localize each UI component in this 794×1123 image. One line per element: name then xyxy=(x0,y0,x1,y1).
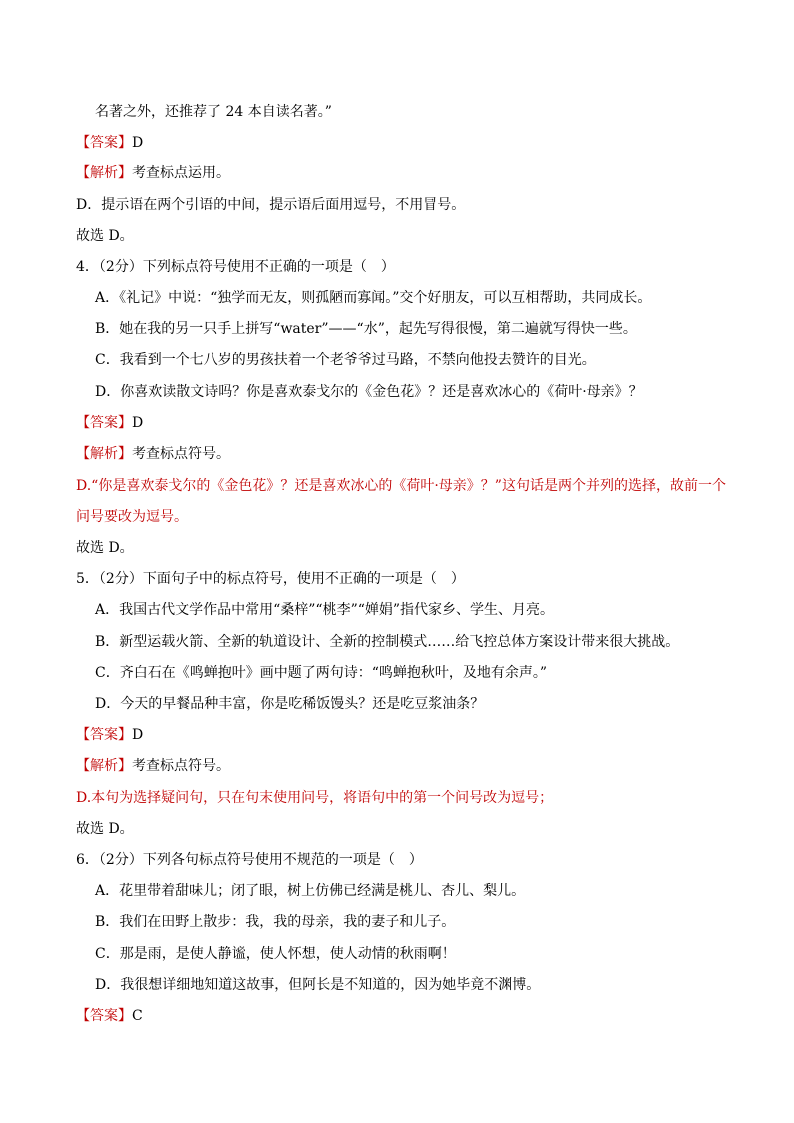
q6-option-b: B．我们在田野上散步：我，我的母亲，我的妻子和儿子。 xyxy=(95,914,456,930)
analysis-tag: 【解析】 xyxy=(76,758,132,774)
q6-answer-line xyxy=(76,1007,143,1025)
q3-analysis: 考查标点运用。 xyxy=(132,165,230,181)
q5-analysis: 考查标点符号。 xyxy=(132,758,230,774)
q5-option-c: C．齐白石在《鸣蝉抱叶》画中题了两句诗：“鸣蝉抱秋叶，及地有余声。” xyxy=(95,665,548,681)
q4-answer-line xyxy=(76,414,143,432)
q4-option-c: C．我看到一个七八岁的男孩扶着一个老爷爷过马路，不禁向他投去赞许的目光。 xyxy=(95,352,596,368)
continued-text: 名著之外，还推荐了 24 本自读名著。” xyxy=(95,104,332,120)
q5-conclusion: 故选 D。 xyxy=(76,821,134,837)
q3-conclusion: 故选 D。 xyxy=(76,228,134,244)
q5-option-a: A．我国古代文学作品中常用“桑梓”“桃李”“婵娟”指代家乡、学生、月亮。 xyxy=(95,602,555,618)
q5-answer-line xyxy=(76,726,143,744)
q3-answer: D xyxy=(132,135,144,151)
q5-answer: D xyxy=(132,727,144,743)
q3-answer-line xyxy=(76,134,143,152)
q5-question: 5．（2分）下面句子中的标点符号，使用不正确的一项是（ ） xyxy=(76,571,465,587)
q5-analysis-line xyxy=(76,757,230,775)
analysis-tag: 【解析】 xyxy=(76,446,132,462)
q3-explanation: D．提示语在两个引语的中间，提示语后面用逗号，不用冒号。 xyxy=(76,197,466,213)
q5-option-b: B．新型运载火箭、全新的轨道设计、全新的控制模式……给飞控总体方案设计带来很大挑战。 xyxy=(95,634,680,650)
answer-tag: 【答案】 xyxy=(76,727,132,743)
answer-tag: 【答案】 xyxy=(76,135,132,151)
analysis-tag: 【解析】 xyxy=(76,165,132,181)
q6-question: 6．（2分）下列各句标点符号使用不规范的一项是（ ） xyxy=(76,852,423,868)
q4-conclusion: 故选 D。 xyxy=(76,540,134,556)
q4-question: 4．（2分）下列标点符号使用不正确的一项是（ ） xyxy=(76,259,395,275)
q4-explanation-line-2: 问号要改为逗号。 xyxy=(76,509,188,525)
q5-option-d: D．今天的早餐品种丰富，你是吃稀饭馒头？还是吃豆浆油条？ xyxy=(95,696,485,712)
q6-option-c: C．那是雨，是使人静谧，使人怀想，使人动情的秋雨啊！ xyxy=(95,946,456,962)
q5-explanation: D.本句为选择疑问句，只在句末使用问号，将语句中的第一个问号改为逗号； xyxy=(76,790,554,806)
q4-option-b: B．她在我的另一只手上拼写“water”——“水”，起先写得很慢，第二遍就写得快一些。 xyxy=(95,321,637,337)
q4-analysis-line xyxy=(76,445,230,463)
q3-analysis-line xyxy=(76,164,230,182)
q6-option-d: D．我很想详细地知道这故事，但阿长是不知道的，因为她毕竟不渊博。 xyxy=(95,977,541,993)
q4-analysis: 考查标点符号。 xyxy=(132,446,230,462)
q4-option-a: A．《礼记》中说：“独学而无友，则孤陋而寡闻。”交个好朋友，可以互相帮助，共同成长。 xyxy=(95,290,652,306)
answer-tag: 【答案】 xyxy=(76,1008,132,1024)
q6-answer: C xyxy=(132,1008,143,1024)
answer-tag: 【答案】 xyxy=(76,415,132,431)
q4-option-d: D．你喜欢读散文诗吗？你是喜欢泰戈尔的《金色花》？还是喜欢冰心的《荷叶·母亲》？ xyxy=(95,384,643,400)
q4-answer: D xyxy=(132,415,144,431)
q6-option-a: A．花里带着甜味儿；闭了眼，树上仿佛已经满是桃儿、杏儿、梨儿。 xyxy=(95,883,526,899)
q4-explanation-line-1: D.“你是喜欢泰戈尔的《金色花》？还是喜欢冰心的《荷叶·母亲》？”这句话是两个并列的选择，故前一个 xyxy=(76,478,726,494)
